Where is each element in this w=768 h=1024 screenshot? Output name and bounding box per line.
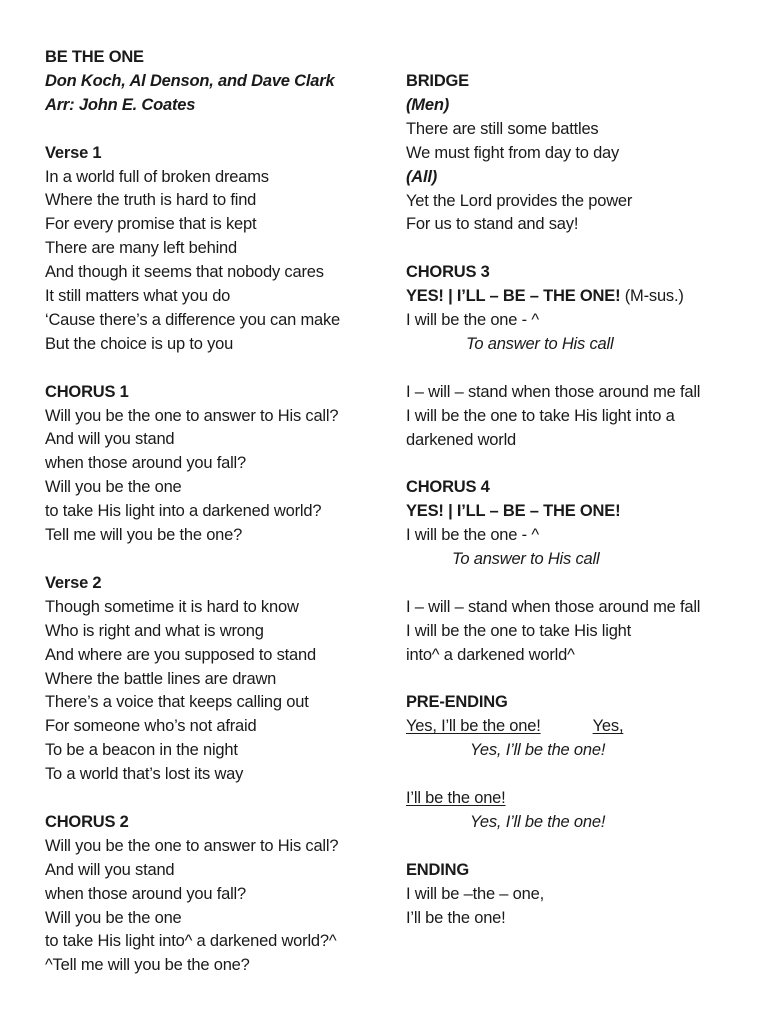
ending-line: I’ll be the one! <box>406 908 506 927</box>
verse1-heading: Verse 1 <box>45 143 102 162</box>
ending-line: I will be –the – one, <box>406 884 544 903</box>
bridge-line: We must fight from day to day <box>406 143 620 162</box>
chorus2-line: when those around you fall? <box>45 884 246 903</box>
chorus1-line: Will you be the one to answer to His call? <box>45 406 339 425</box>
spacer <box>406 452 751 476</box>
chorus3-shout-line <box>406 285 751 309</box>
spacer <box>406 357 751 381</box>
verse2-line: There’s a voice that keeps calling out <box>45 693 309 712</box>
spacer <box>406 668 751 692</box>
verse1-line: There are many left behind <box>45 239 237 258</box>
chorus1-line: when those around you fall? <box>45 454 246 473</box>
verse2-line: Though sometime it is hard to know <box>45 597 299 616</box>
pre-ending-echo: Yes, I’ll be the one! <box>470 741 606 760</box>
verse2-line: And where are you supposed to stand <box>45 645 316 664</box>
ending-heading: ENDING <box>406 860 469 879</box>
chorus3-line: I will be the one - ^ <box>406 311 539 330</box>
left-column <box>45 46 385 978</box>
pre-ending-line2: I’ll be the one! <box>406 789 506 808</box>
verse2-line: Who is right and what is wrong <box>45 621 264 640</box>
chorus2-line: Will you be the one <box>45 908 182 927</box>
chorus3-shout-note: (M-sus.) <box>620 287 684 306</box>
bridge-line: There are still some battles <box>406 119 599 138</box>
spacer <box>45 787 385 811</box>
chorus4-line: I – will – stand when those around me fall <box>406 597 701 616</box>
chorus2-line: ^Tell me will you be the one? <box>45 956 250 975</box>
verse2-line: Where the battle lines are drawn <box>45 669 277 688</box>
verse1-line: For every promise that is kept <box>45 215 257 234</box>
verse1-line: ‘Cause there’s a difference you can make <box>45 310 340 329</box>
chorus1-heading: CHORUS 1 <box>45 382 129 401</box>
chorus4-line: into^ a darkened world^ <box>406 645 575 664</box>
verse2-line: To be a beacon in the night <box>45 741 238 760</box>
bridge-men-label: (Men) <box>406 95 449 114</box>
chorus3-shout: YES! | I’LL – BE – THE ONE! <box>406 287 621 306</box>
right-column <box>406 70 751 931</box>
verse1-line: It still matters what you do <box>45 287 231 306</box>
bridge-line: Yet the Lord provides the power <box>406 191 633 210</box>
spacer <box>406 763 751 787</box>
chorus2-line: And will you stand <box>45 860 175 879</box>
verse2-line: For someone who’s not afraid <box>45 717 257 736</box>
chorus4-line: I will be the one - ^ <box>406 526 539 545</box>
verse2-line: To a world that’s lost its way <box>45 765 244 784</box>
chorus1-line: Tell me will you be the one? <box>45 526 243 545</box>
pre-ending-line1a: Yes, I’ll be the one! <box>406 717 541 736</box>
verse1-line: Where the truth is hard to find <box>45 191 257 210</box>
song-title: BE THE ONE <box>45 48 144 66</box>
chorus3-echo: To answer to His call <box>466 334 614 353</box>
spacer <box>406 572 751 596</box>
chorus3-line: I – will – stand when those around me fall <box>406 382 701 401</box>
chorus2-line: to take His light into^ a darkened world?^ <box>45 932 337 951</box>
chorus1-line: And will you stand <box>45 430 175 449</box>
spacer <box>406 237 751 261</box>
verse1-line: But the choice is up to you <box>45 334 234 353</box>
chorus4-echo: To answer to His call <box>452 550 600 569</box>
chorus4-heading: CHORUS 4 <box>406 478 490 497</box>
chorus3-line: darkened world <box>406 430 517 449</box>
song-authors: Don Koch, Al Denson, and Dave Clark <box>45 71 335 90</box>
pre-ending-line1b: Yes, <box>592 717 624 736</box>
chorus3-line: I will be the one to take His light into a <box>406 406 675 425</box>
spacer <box>45 357 385 381</box>
pre-ending-line <box>406 787 751 811</box>
chorus2-heading: CHORUS 2 <box>45 812 129 831</box>
pre-ending-line <box>406 715 751 739</box>
verse2-heading: Verse 2 <box>45 573 102 592</box>
spacer <box>45 118 385 142</box>
verse1-line: In a world full of broken dreams <box>45 167 269 186</box>
chorus4-shout: YES! | I’LL – BE – THE ONE! <box>406 502 621 521</box>
pre-ending-echo: Yes, I’ll be the one! <box>470 813 606 831</box>
spacer <box>45 548 385 572</box>
bridge-all-label: (All) <box>406 167 438 186</box>
chorus2-line: Will you be the one to answer to His call? <box>45 836 339 855</box>
chorus4-line: I will be the one to take His light <box>406 621 632 640</box>
chorus1-line: to take His light into a darkened world? <box>45 502 322 521</box>
bridge-heading: BRIDGE <box>406 72 469 90</box>
pre-ending-heading: PRE-ENDING <box>406 693 508 712</box>
chorus3-heading: CHORUS 3 <box>406 263 490 282</box>
spacer <box>406 835 751 859</box>
chorus1-line: Will you be the one <box>45 478 182 497</box>
verse1-line: And though it seems that nobody cares <box>45 263 324 282</box>
song-arranger: Arr: John E. Coates <box>45 95 196 114</box>
bridge-line: For us to stand and say! <box>406 215 579 234</box>
